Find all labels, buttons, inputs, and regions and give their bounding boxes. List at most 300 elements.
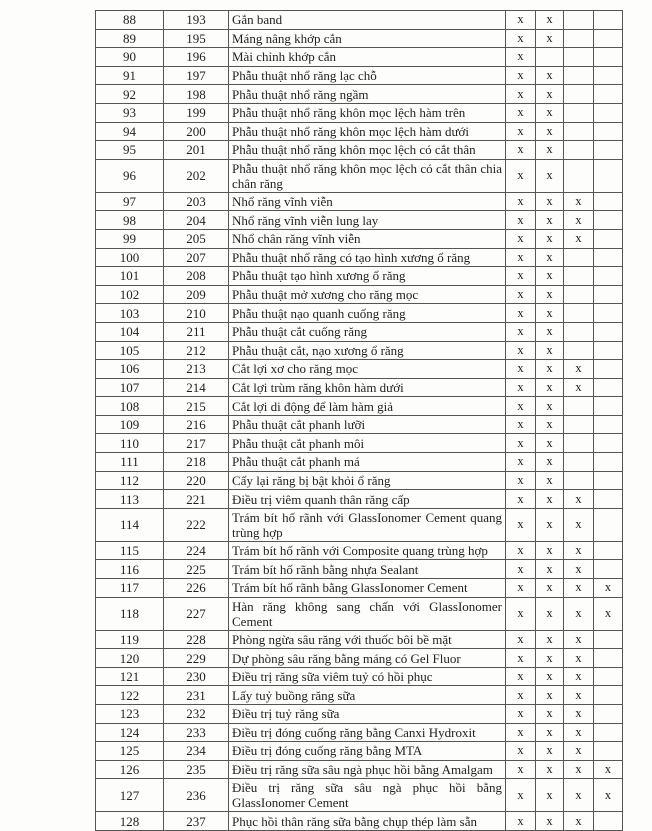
procedure-code: 211 bbox=[164, 322, 229, 341]
level-mark-3 bbox=[564, 322, 594, 341]
level-mark-2: x bbox=[536, 560, 564, 579]
table-row bbox=[96, 248, 623, 267]
level-mark-1: x bbox=[506, 103, 536, 122]
procedure-name: Phẫu thuật nhổ răng khôn mọc lệch hàm dưới bbox=[229, 122, 506, 141]
table-row bbox=[96, 11, 623, 30]
procedure-name: Máng nâng khớp cắn bbox=[229, 29, 506, 48]
level-mark-4 bbox=[594, 742, 623, 761]
procedure-code: 199 bbox=[164, 103, 229, 122]
level-mark-2: x bbox=[536, 304, 564, 323]
row-number: 119 bbox=[96, 630, 164, 649]
row-number: 111 bbox=[96, 453, 164, 472]
table-row bbox=[96, 812, 623, 831]
level-mark-4 bbox=[594, 453, 623, 472]
table-row bbox=[96, 471, 623, 490]
procedure-code: 220 bbox=[164, 471, 229, 490]
procedure-code: 209 bbox=[164, 285, 229, 304]
procedure-code: 233 bbox=[164, 723, 229, 742]
level-mark-3: x bbox=[564, 779, 594, 812]
level-mark-4 bbox=[594, 415, 623, 434]
procedure-name: Phòng ngừa sâu răng với thuốc bôi bề mặt bbox=[229, 630, 506, 649]
level-mark-2: x bbox=[536, 322, 564, 341]
level-mark-2: x bbox=[536, 378, 564, 397]
level-mark-1: x bbox=[506, 141, 536, 160]
level-mark-3: x bbox=[564, 508, 594, 541]
level-mark-2: x bbox=[536, 597, 564, 630]
level-mark-3 bbox=[564, 103, 594, 122]
table-row bbox=[96, 341, 623, 360]
row-number: 116 bbox=[96, 560, 164, 579]
procedure-name: Cấy lại răng bị bật khỏi ổ răng bbox=[229, 471, 506, 490]
table-row bbox=[96, 415, 623, 434]
procedure-name: Cắt lợi xơ cho răng mọc bbox=[229, 360, 506, 379]
procedure-code: 212 bbox=[164, 341, 229, 360]
table-row bbox=[96, 508, 623, 541]
level-mark-3 bbox=[564, 29, 594, 48]
level-mark-1: x bbox=[506, 705, 536, 724]
row-number: 109 bbox=[96, 415, 164, 434]
procedure-name: Phẫu thuật nhổ răng ngầm bbox=[229, 85, 506, 104]
row-number: 104 bbox=[96, 322, 164, 341]
row-number: 128 bbox=[96, 812, 164, 831]
row-number: 100 bbox=[96, 248, 164, 267]
procedure-code: 229 bbox=[164, 649, 229, 668]
table-row bbox=[96, 686, 623, 705]
table-row bbox=[96, 285, 623, 304]
level-mark-2: x bbox=[536, 122, 564, 141]
row-number: 89 bbox=[96, 29, 164, 48]
row-number: 101 bbox=[96, 267, 164, 286]
level-mark-4 bbox=[594, 686, 623, 705]
table-row bbox=[96, 667, 623, 686]
procedure-name: Phẫu thuật mở xương cho răng mọc bbox=[229, 285, 506, 304]
procedure-name: Cắt lợi trùm răng khôn hàm dưới bbox=[229, 378, 506, 397]
level-mark-4 bbox=[594, 48, 623, 67]
level-mark-3: x bbox=[564, 630, 594, 649]
level-mark-3 bbox=[564, 267, 594, 286]
level-mark-3 bbox=[564, 285, 594, 304]
level-mark-2: x bbox=[536, 229, 564, 248]
level-mark-3: x bbox=[564, 649, 594, 668]
level-mark-3: x bbox=[564, 705, 594, 724]
level-mark-1: x bbox=[506, 248, 536, 267]
procedure-code: 231 bbox=[164, 686, 229, 705]
procedure-name: Điều trị răng sữa viêm tuỷ có hồi phục bbox=[229, 667, 506, 686]
level-mark-1: x bbox=[506, 29, 536, 48]
procedure-code: 224 bbox=[164, 541, 229, 560]
level-mark-3: x bbox=[564, 490, 594, 509]
level-mark-2: x bbox=[536, 192, 564, 211]
level-mark-3: x bbox=[564, 667, 594, 686]
procedure-code: 234 bbox=[164, 742, 229, 761]
table-row bbox=[96, 597, 623, 630]
procedure-code: 204 bbox=[164, 211, 229, 230]
table-row bbox=[96, 779, 623, 812]
table-row bbox=[96, 48, 623, 67]
row-number: 96 bbox=[96, 159, 164, 192]
level-mark-4 bbox=[594, 159, 623, 192]
procedure-code: 198 bbox=[164, 85, 229, 104]
procedure-code: 221 bbox=[164, 490, 229, 509]
table-row bbox=[96, 122, 623, 141]
level-mark-3: x bbox=[564, 192, 594, 211]
procedure-code: 228 bbox=[164, 630, 229, 649]
level-mark-1: x bbox=[506, 11, 536, 30]
row-number: 94 bbox=[96, 122, 164, 141]
procedure-code: 230 bbox=[164, 667, 229, 686]
row-number: 127 bbox=[96, 779, 164, 812]
level-mark-4 bbox=[594, 341, 623, 360]
procedure-code: 195 bbox=[164, 29, 229, 48]
level-mark-2 bbox=[536, 48, 564, 67]
procedure-code: 236 bbox=[164, 779, 229, 812]
level-mark-4 bbox=[594, 103, 623, 122]
row-number: 112 bbox=[96, 471, 164, 490]
level-mark-2: x bbox=[536, 812, 564, 831]
procedure-code: 237 bbox=[164, 812, 229, 831]
procedure-name: Lấy tuỷ buồng răng sữa bbox=[229, 686, 506, 705]
level-mark-1: x bbox=[506, 415, 536, 434]
level-mark-2: x bbox=[536, 779, 564, 812]
procedure-code: 203 bbox=[164, 192, 229, 211]
level-mark-2: x bbox=[536, 397, 564, 416]
procedure-code: 217 bbox=[164, 434, 229, 453]
level-mark-3 bbox=[564, 341, 594, 360]
level-mark-2: x bbox=[536, 723, 564, 742]
level-mark-3 bbox=[564, 66, 594, 85]
level-mark-1: x bbox=[506, 630, 536, 649]
level-mark-4 bbox=[594, 285, 623, 304]
level-mark-3 bbox=[564, 122, 594, 141]
level-mark-4 bbox=[594, 304, 623, 323]
level-mark-1: x bbox=[506, 397, 536, 416]
level-mark-2: x bbox=[536, 248, 564, 267]
level-mark-3: x bbox=[564, 579, 594, 598]
level-mark-1: x bbox=[506, 229, 536, 248]
row-number: 108 bbox=[96, 397, 164, 416]
level-mark-2: x bbox=[536, 29, 564, 48]
level-mark-4 bbox=[594, 508, 623, 541]
procedure-name: Trám bít hố rãnh với GlassIonomer Cement quang trùng hợp bbox=[229, 508, 506, 541]
level-mark-3: x bbox=[564, 360, 594, 379]
level-mark-1: x bbox=[506, 723, 536, 742]
table-row bbox=[96, 560, 623, 579]
level-mark-4 bbox=[594, 397, 623, 416]
procedure-name: Điều trị đóng cuống răng bằng Canxi Hydroxit bbox=[229, 723, 506, 742]
level-mark-1: x bbox=[506, 597, 536, 630]
table-row bbox=[96, 705, 623, 724]
level-mark-4 bbox=[594, 649, 623, 668]
row-number: 120 bbox=[96, 649, 164, 668]
level-mark-3 bbox=[564, 159, 594, 192]
level-mark-1: x bbox=[506, 812, 536, 831]
procedure-name: Dự phòng sâu răng bằng máng có Gel Fluor bbox=[229, 649, 506, 668]
procedure-code: 226 bbox=[164, 579, 229, 598]
table-row bbox=[96, 760, 623, 779]
level-mark-2: x bbox=[536, 541, 564, 560]
procedure-name: Trám bít hố rãnh với Composite quang trùng hợp bbox=[229, 541, 506, 560]
procedure-code: 201 bbox=[164, 141, 229, 160]
procedure-name: Điều trị viêm quanh thân răng cấp bbox=[229, 490, 506, 509]
level-mark-1: x bbox=[506, 341, 536, 360]
procedure-name: Phẫu thuật nạo quanh cuống răng bbox=[229, 304, 506, 323]
level-mark-1: x bbox=[506, 211, 536, 230]
row-number: 95 bbox=[96, 141, 164, 160]
procedure-code: 202 bbox=[164, 159, 229, 192]
level-mark-2: x bbox=[536, 85, 564, 104]
level-mark-3 bbox=[564, 248, 594, 267]
procedure-code: 210 bbox=[164, 304, 229, 323]
table-row bbox=[96, 29, 623, 48]
table-row bbox=[96, 192, 623, 211]
level-mark-4 bbox=[594, 248, 623, 267]
procedure-name: Điều trị đóng cuống răng bằng MTA bbox=[229, 742, 506, 761]
level-mark-2: x bbox=[536, 471, 564, 490]
level-mark-2: x bbox=[536, 508, 564, 541]
table-row bbox=[96, 649, 623, 668]
level-mark-1: x bbox=[506, 48, 536, 67]
procedure-name: Nhổ chân răng vĩnh viễn bbox=[229, 229, 506, 248]
level-mark-4 bbox=[594, 490, 623, 509]
row-number: 103 bbox=[96, 304, 164, 323]
table-row bbox=[96, 453, 623, 472]
level-mark-1: x bbox=[506, 85, 536, 104]
row-number: 107 bbox=[96, 378, 164, 397]
row-number: 123 bbox=[96, 705, 164, 724]
row-number: 91 bbox=[96, 66, 164, 85]
level-mark-1: x bbox=[506, 159, 536, 192]
level-mark-3: x bbox=[564, 723, 594, 742]
level-mark-4 bbox=[594, 211, 623, 230]
level-mark-1: x bbox=[506, 649, 536, 668]
table-row bbox=[96, 304, 623, 323]
level-mark-3: x bbox=[564, 812, 594, 831]
procedure-code: 205 bbox=[164, 229, 229, 248]
level-mark-3 bbox=[564, 434, 594, 453]
level-mark-3: x bbox=[564, 742, 594, 761]
level-mark-4 bbox=[594, 541, 623, 560]
table-row bbox=[96, 378, 623, 397]
level-mark-2: x bbox=[536, 103, 564, 122]
procedure-name: Hàn răng không sang chấn với GlassIonomer Cement bbox=[229, 597, 506, 630]
procedure-name: Điều trị răng sữa sâu ngà phục hồi bằng GlassIonomer Cement bbox=[229, 779, 506, 812]
procedure-code: 232 bbox=[164, 705, 229, 724]
level-mark-4 bbox=[594, 471, 623, 490]
level-mark-1: x bbox=[506, 192, 536, 211]
level-mark-4 bbox=[594, 630, 623, 649]
row-number: 105 bbox=[96, 341, 164, 360]
level-mark-3: x bbox=[564, 597, 594, 630]
level-mark-2: x bbox=[536, 66, 564, 85]
level-mark-4 bbox=[594, 267, 623, 286]
row-number: 125 bbox=[96, 742, 164, 761]
row-number: 122 bbox=[96, 686, 164, 705]
table-row bbox=[96, 397, 623, 416]
level-mark-4 bbox=[594, 434, 623, 453]
level-mark-4 bbox=[594, 229, 623, 248]
level-mark-2: x bbox=[536, 760, 564, 779]
procedure-name: Nhổ răng vĩnh viễn lung lay bbox=[229, 211, 506, 230]
level-mark-2: x bbox=[536, 490, 564, 509]
row-number: 115 bbox=[96, 541, 164, 560]
level-mark-2: x bbox=[536, 434, 564, 453]
level-mark-3: x bbox=[564, 378, 594, 397]
level-mark-4 bbox=[594, 122, 623, 141]
level-mark-1: x bbox=[506, 579, 536, 598]
level-mark-1: x bbox=[506, 779, 536, 812]
procedure-name: Mài chỉnh khớp cắn bbox=[229, 48, 506, 67]
level-mark-4: x bbox=[594, 760, 623, 779]
table-body bbox=[96, 11, 623, 831]
row-number: 117 bbox=[96, 579, 164, 598]
level-mark-4 bbox=[594, 378, 623, 397]
level-mark-1: x bbox=[506, 360, 536, 379]
level-mark-3 bbox=[564, 453, 594, 472]
table-row bbox=[96, 630, 623, 649]
row-number: 98 bbox=[96, 211, 164, 230]
level-mark-1: x bbox=[506, 760, 536, 779]
level-mark-2: x bbox=[536, 686, 564, 705]
level-mark-1: x bbox=[506, 304, 536, 323]
procedure-name: Phẫu thuật tạo hình xương ổ răng bbox=[229, 267, 506, 286]
procedure-code: 215 bbox=[164, 397, 229, 416]
procedure-name: Phẫu thuật nhổ răng khôn mọc lệch hàm trên bbox=[229, 103, 506, 122]
procedure-name: Phẫu thuật cắt phanh lưỡi bbox=[229, 415, 506, 434]
procedure-code: 197 bbox=[164, 66, 229, 85]
procedure-code: 218 bbox=[164, 453, 229, 472]
level-mark-3: x bbox=[564, 760, 594, 779]
level-mark-2: x bbox=[536, 11, 564, 30]
row-number: 90 bbox=[96, 48, 164, 67]
row-number: 97 bbox=[96, 192, 164, 211]
level-mark-4 bbox=[594, 723, 623, 742]
level-mark-4: x bbox=[594, 779, 623, 812]
procedure-name: Trám bít hố rãnh bằng GlassIonomer Cement bbox=[229, 579, 506, 598]
row-number: 114 bbox=[96, 508, 164, 541]
level-mark-4 bbox=[594, 560, 623, 579]
table-row bbox=[96, 159, 623, 192]
level-mark-1: x bbox=[506, 667, 536, 686]
row-number: 113 bbox=[96, 490, 164, 509]
level-mark-1: x bbox=[506, 66, 536, 85]
row-number: 88 bbox=[96, 11, 164, 30]
row-number: 126 bbox=[96, 760, 164, 779]
level-mark-1: x bbox=[506, 453, 536, 472]
procedure-name: Nhổ răng vĩnh viễn bbox=[229, 192, 506, 211]
procedure-table bbox=[95, 10, 623, 831]
level-mark-2: x bbox=[536, 453, 564, 472]
row-number: 121 bbox=[96, 667, 164, 686]
procedure-name: Phục hồi thân răng sữa bằng chụp thép làm sẵn bbox=[229, 812, 506, 831]
level-mark-1: x bbox=[506, 508, 536, 541]
table-row bbox=[96, 66, 623, 85]
level-mark-4 bbox=[594, 192, 623, 211]
level-mark-4 bbox=[594, 11, 623, 30]
level-mark-3 bbox=[564, 397, 594, 416]
level-mark-4: x bbox=[594, 579, 623, 598]
table-row bbox=[96, 434, 623, 453]
level-mark-1: x bbox=[506, 322, 536, 341]
table-row bbox=[96, 742, 623, 761]
procedure-code: 193 bbox=[164, 11, 229, 30]
level-mark-4 bbox=[594, 66, 623, 85]
level-mark-2: x bbox=[536, 742, 564, 761]
procedure-name: Trám bít hố rãnh bằng nhựa Sealant bbox=[229, 560, 506, 579]
level-mark-1: x bbox=[506, 490, 536, 509]
procedure-name: Phẫu thuật nhổ răng khôn mọc lệch có cắt thân chia chân răng bbox=[229, 159, 506, 192]
row-number: 106 bbox=[96, 360, 164, 379]
level-mark-1: x bbox=[506, 434, 536, 453]
table-row bbox=[96, 723, 623, 742]
procedure-name: Điều trị tuỷ răng sữa bbox=[229, 705, 506, 724]
level-mark-3 bbox=[564, 141, 594, 160]
level-mark-1: x bbox=[506, 560, 536, 579]
level-mark-2: x bbox=[536, 360, 564, 379]
table-row bbox=[96, 103, 623, 122]
level-mark-3: x bbox=[564, 541, 594, 560]
level-mark-2: x bbox=[536, 705, 564, 724]
level-mark-2: x bbox=[536, 211, 564, 230]
procedure-name: Phẫu thuật cắt phanh má bbox=[229, 453, 506, 472]
row-number: 110 bbox=[96, 434, 164, 453]
level-mark-3 bbox=[564, 415, 594, 434]
level-mark-2: x bbox=[536, 159, 564, 192]
table-row bbox=[96, 85, 623, 104]
level-mark-1: x bbox=[506, 742, 536, 761]
level-mark-2: x bbox=[536, 267, 564, 286]
procedure-name: Phẫu thuật cắt phanh môi bbox=[229, 434, 506, 453]
level-mark-2: x bbox=[536, 285, 564, 304]
level-mark-4: x bbox=[594, 597, 623, 630]
procedure-code: 208 bbox=[164, 267, 229, 286]
level-mark-2: x bbox=[536, 649, 564, 668]
level-mark-3 bbox=[564, 48, 594, 67]
table-row bbox=[96, 490, 623, 509]
procedure-code: 225 bbox=[164, 560, 229, 579]
level-mark-2: x bbox=[536, 141, 564, 160]
level-mark-4 bbox=[594, 141, 623, 160]
level-mark-4 bbox=[594, 667, 623, 686]
level-mark-1: x bbox=[506, 471, 536, 490]
level-mark-4 bbox=[594, 29, 623, 48]
level-mark-2: x bbox=[536, 415, 564, 434]
level-mark-2: x bbox=[536, 630, 564, 649]
level-mark-3 bbox=[564, 11, 594, 30]
procedure-code: 216 bbox=[164, 415, 229, 434]
level-mark-4 bbox=[594, 322, 623, 341]
row-number: 92 bbox=[96, 85, 164, 104]
procedure-code: 207 bbox=[164, 248, 229, 267]
table-row bbox=[96, 229, 623, 248]
procedure-code: 196 bbox=[164, 48, 229, 67]
procedure-name: Phẫu thuật nhổ răng lạc chỗ bbox=[229, 66, 506, 85]
level-mark-4 bbox=[594, 812, 623, 831]
procedure-code: 213 bbox=[164, 360, 229, 379]
level-mark-1: x bbox=[506, 686, 536, 705]
table-row bbox=[96, 579, 623, 598]
level-mark-1: x bbox=[506, 541, 536, 560]
table-row bbox=[96, 541, 623, 560]
level-mark-2: x bbox=[536, 341, 564, 360]
table-row bbox=[96, 211, 623, 230]
procedure-name: Phẫu thuật cắt, nạo xương ổ răng bbox=[229, 341, 506, 360]
level-mark-4 bbox=[594, 360, 623, 379]
procedure-code: 222 bbox=[164, 508, 229, 541]
table-row bbox=[96, 360, 623, 379]
level-mark-2: x bbox=[536, 667, 564, 686]
table-row bbox=[96, 141, 623, 160]
level-mark-3 bbox=[564, 304, 594, 323]
